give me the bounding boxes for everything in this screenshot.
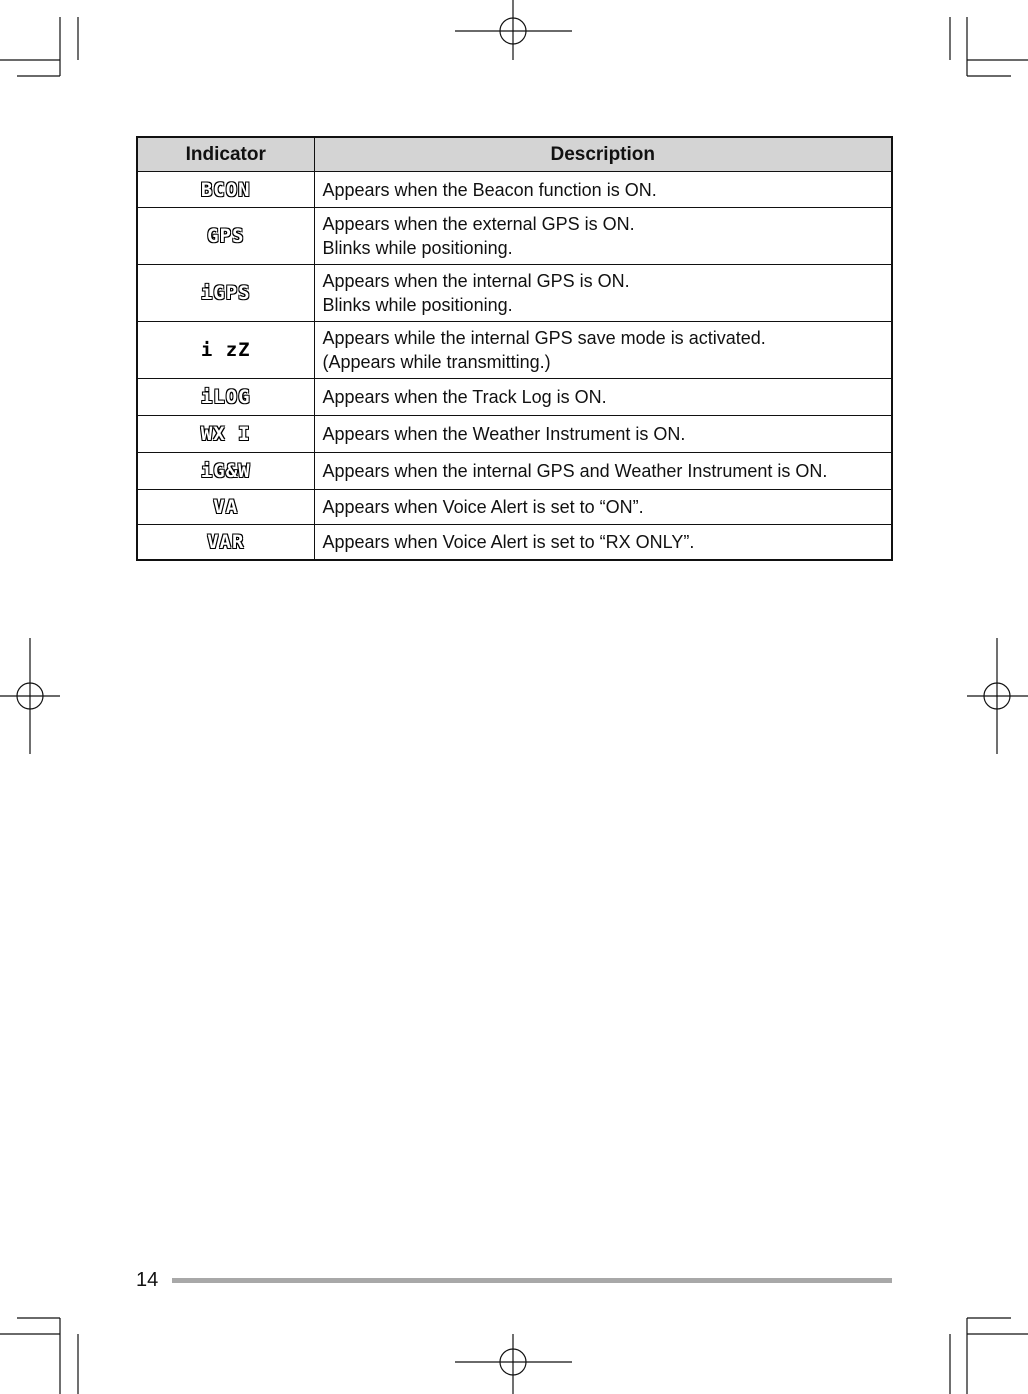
description-cell <box>314 322 892 379</box>
description-cell <box>314 453 892 490</box>
description-cell <box>314 416 892 453</box>
lcd-indicator-icon: WX I <box>200 423 251 445</box>
indicator-cell <box>137 265 314 322</box>
lcd-indicator-icon: iGPS <box>200 282 251 304</box>
indicator-cell <box>137 453 314 490</box>
table-row <box>137 322 892 379</box>
description-cell <box>314 172 892 208</box>
table-row <box>137 525 892 560</box>
table-header-row <box>137 137 892 172</box>
description-line: Appears when the Beacon function is ON. <box>322 179 657 200</box>
table-row <box>137 172 892 208</box>
lcd-indicator-icon: iLOG <box>200 386 251 408</box>
description-line: Appears while the internal GPS save mode is activated. <box>322 328 766 348</box>
page-number: 14 <box>136 1269 159 1291</box>
indicator-column-header: Indicator <box>137 137 314 172</box>
lcd-indicator-icon: BCON <box>200 178 251 201</box>
description-line: Blinks while positioning. <box>322 238 513 258</box>
description-line: Appears when the external GPS is ON. <box>322 214 635 234</box>
description-line: Blinks while positioning. <box>322 295 513 315</box>
table-row <box>137 490 892 525</box>
indicator-table <box>136 136 893 561</box>
description-line: (Appears while transmitting.) <box>322 352 551 372</box>
lcd-indicator-icon: i zZ <box>200 339 251 361</box>
indicator-cell <box>137 490 314 525</box>
lcd-indicator-icon: iG&W <box>200 460 251 482</box>
description-cell <box>314 379 892 416</box>
description-line: Appears when the Weather Instrument is ON. <box>322 424 686 444</box>
table-row <box>137 208 892 265</box>
table-row <box>137 453 892 490</box>
indicator-cell <box>137 172 314 208</box>
description-cell <box>314 265 892 322</box>
description-cell <box>314 490 892 525</box>
description-cell <box>314 525 892 560</box>
description-line: Appears when the Track Log is ON. <box>322 387 607 407</box>
description-line: Appears when the internal GPS and Weather Instrument is ON. <box>322 461 828 481</box>
description-line: Appears when the internal GPS is ON. <box>322 271 630 291</box>
indicator-cell <box>137 525 314 560</box>
lcd-indicator-icon: VA <box>213 496 239 518</box>
table-row <box>137 416 892 453</box>
lcd-indicator-icon: GPS <box>207 225 245 247</box>
table-row <box>137 265 892 322</box>
indicator-cell <box>137 416 314 453</box>
lcd-indicator-icon: VAR <box>207 530 245 553</box>
description-cell <box>314 208 892 265</box>
description-line: Appears when Voice Alert is set to “ON”. <box>322 497 644 517</box>
indicator-cell <box>137 379 314 416</box>
description-line: Appears when Voice Alert is set to “RX ONLY”. <box>322 531 695 552</box>
description-column-header: Description <box>314 137 892 172</box>
indicator-cell <box>137 208 314 265</box>
table-row <box>137 379 892 416</box>
indicator-cell <box>137 322 314 379</box>
footer-rule <box>172 1278 892 1283</box>
